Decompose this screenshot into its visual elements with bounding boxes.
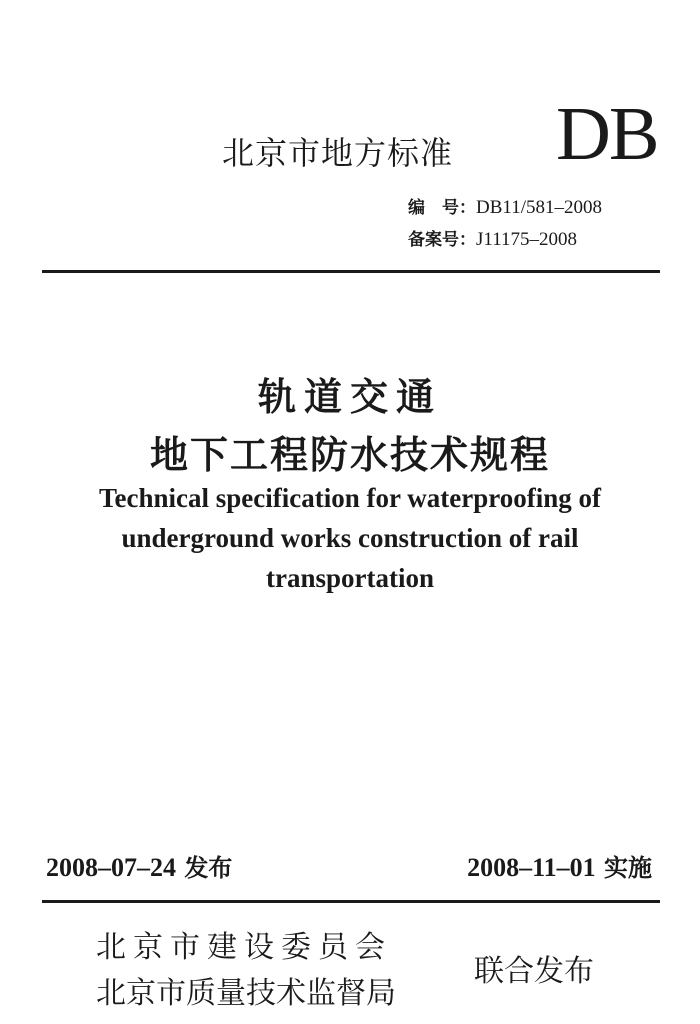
bottom-divider <box>42 900 660 903</box>
top-divider <box>42 270 660 273</box>
publisher-org2: 北京市质量技术监督局 <box>96 976 396 1011</box>
standard-code-row <box>408 193 602 219</box>
standard-code-label: 编 号： <box>408 198 476 218</box>
issue-date-row <box>46 848 232 883</box>
effective-date: 2008–11–01 <box>467 853 596 882</box>
filing-number-row <box>408 225 577 251</box>
standard-type: 北京市地方标准 <box>222 134 454 172</box>
publisher-org1: 北京市建设委员会 <box>96 930 392 965</box>
joint-publish-label: 联合发布 <box>474 954 594 989</box>
effective-date-row <box>467 848 652 883</box>
issue-date: 2008–07–24 <box>46 853 176 882</box>
title-en: Technical specification for waterproofing of underground works construction of rail transportation <box>99 483 601 593</box>
standard-code-value: DB11/581–2008 <box>476 197 602 218</box>
title-cn-line1: 轨道交通 <box>257 375 442 419</box>
title-cn-line2: 地下工程防水技术规程 <box>149 433 550 477</box>
db-logo: DB <box>556 92 658 176</box>
effective-label: 实施 <box>604 854 652 882</box>
issue-label: 发布 <box>184 854 233 882</box>
filing-number-value: J11175–2008 <box>476 229 577 250</box>
filing-number-label: 备案号： <box>408 230 476 250</box>
